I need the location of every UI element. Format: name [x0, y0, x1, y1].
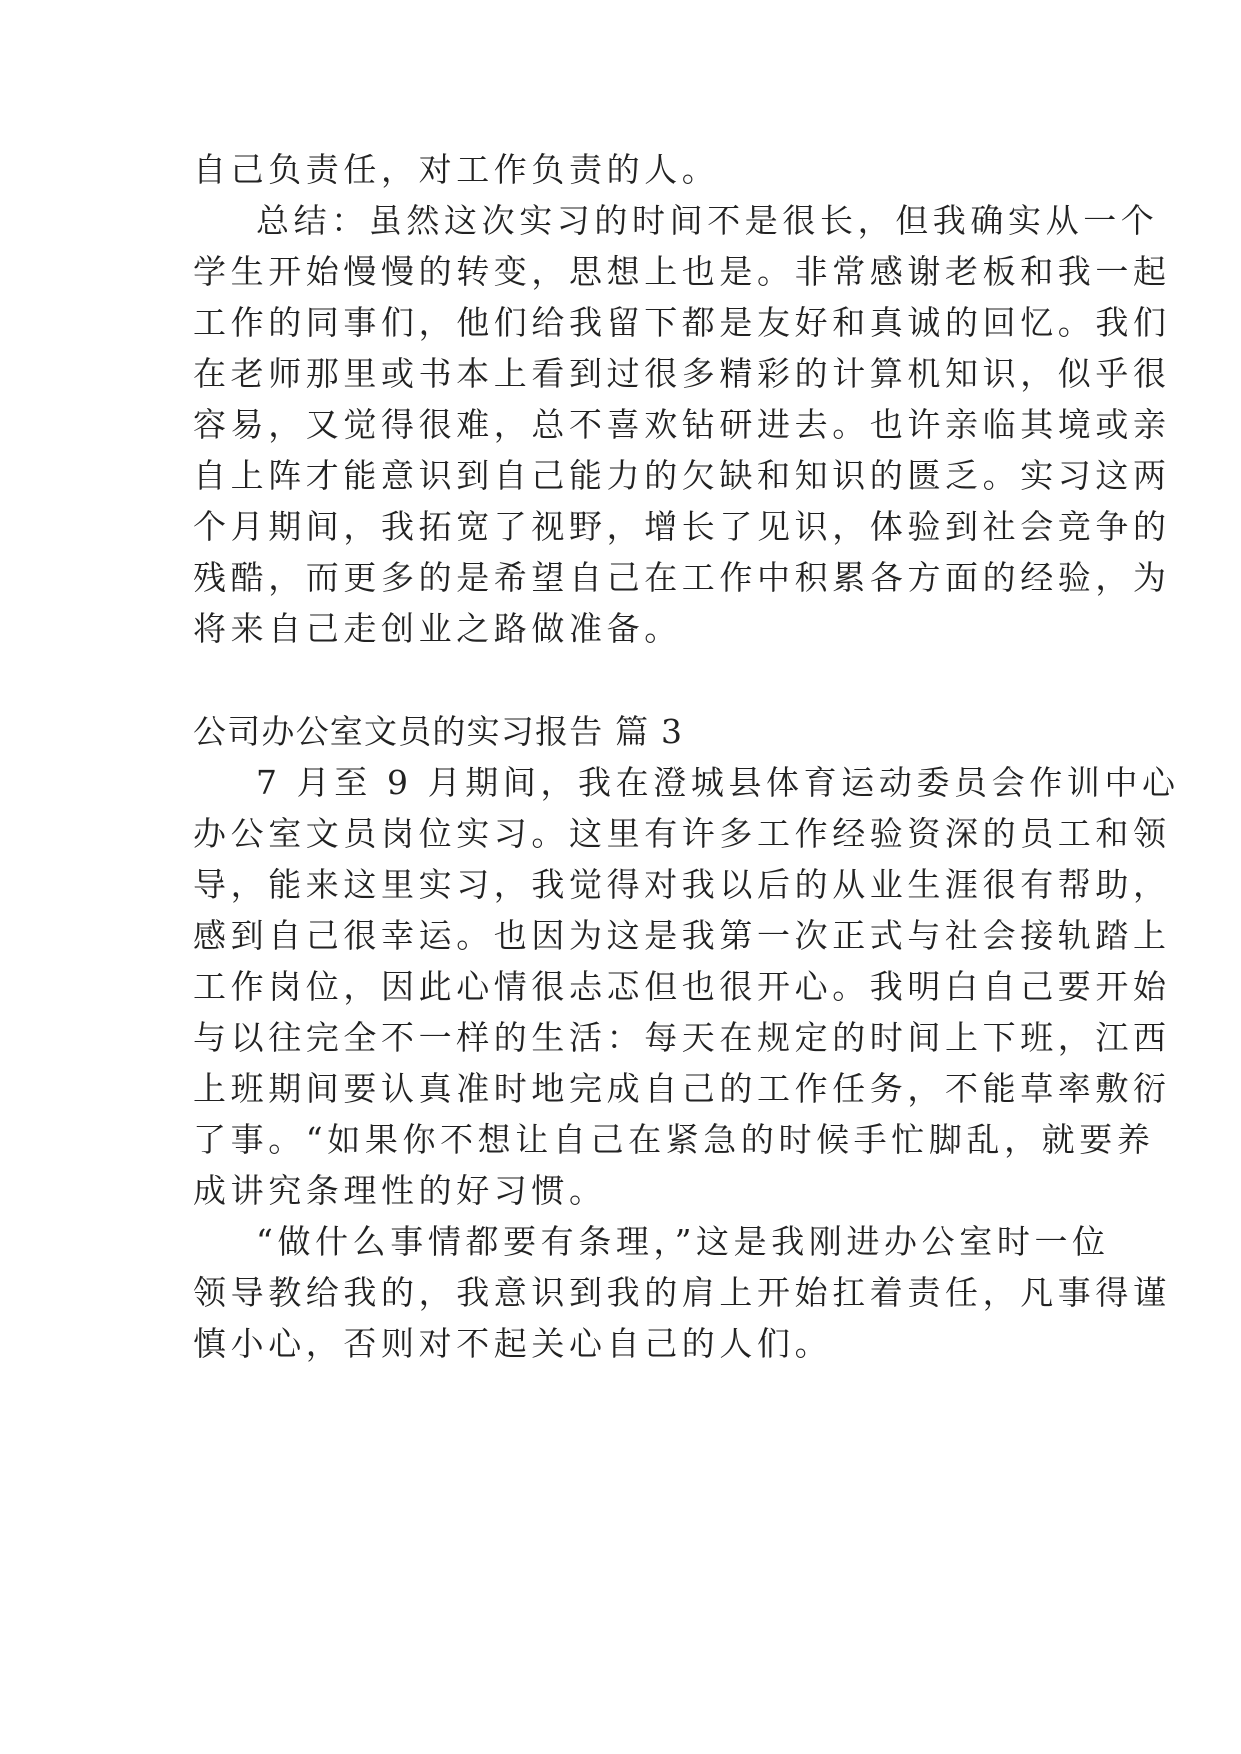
- paragraph-line: 容易，又觉得很难，总不喜欢钻研进去。也许亲临其境或亲: [193, 405, 1171, 444]
- paragraph-line: 与以往完全不一样的生活：每天在规定的时间上下班，江西: [193, 1018, 1171, 1057]
- paragraph-first-line: 7 月至 9 月期间，我在澄城县体育运动委员会作训中心: [256, 763, 1180, 802]
- paragraph-line: 工作的同事们，他们给我留下都是友好和真诚的回忆。我们: [193, 303, 1171, 342]
- paragraph-first-line: “做什么事情都要有条理，”这是我刚进办公室时一位: [256, 1222, 1110, 1261]
- paragraph-line: 自己负责任，对工作负责的人。: [193, 150, 720, 189]
- paragraph-line: 将来自己走创业之路做准备。: [193, 609, 682, 648]
- paragraph-line: 感到自己很幸运。也因为这是我第一次正式与社会接轨踏上: [193, 916, 1171, 955]
- section-heading: 公司办公室文员的实习报告 篇 3: [193, 712, 684, 751]
- paragraph-line: 残酷，而更多的是希望自己在工作中积累各方面的经验，为: [193, 558, 1171, 597]
- paragraph-line: 了事。“如果你不想让自己在紧急的时候手忙脚乱，就要养: [193, 1120, 1155, 1159]
- paragraph-line: 导，能来这里实习，我觉得对我以后的从业生涯很有帮助，: [193, 865, 1171, 904]
- paragraph-line: 在老师那里或书本上看到过很多精彩的计算机知识，似乎很: [193, 354, 1171, 393]
- paragraph-line: 自上阵才能意识到自己能力的欠缺和知识的匮乏。实习这两: [193, 456, 1171, 495]
- summary-paragraph-first-line: 总结：虽然这次实习的时间不是很长，但我确实从一个: [256, 201, 1159, 240]
- paragraph-line: 领导教给我的，我意识到我的肩上开始扛着责任，凡事得谨: [193, 1273, 1171, 1312]
- paragraph-line: 办公室文员岗位实习。这里有许多工作经验资深的员工和领: [193, 814, 1171, 853]
- paragraph-line: 慎小心，否则对不起关心自己的人们。: [193, 1324, 833, 1363]
- paragraph-line: 上班期间要认真准时地完成自己的工作任务，不能草率敷衍: [193, 1069, 1171, 1108]
- paragraph-line: 成讲究条理性的好习惯。: [193, 1171, 607, 1210]
- paragraph-line: 学生开始慢慢的转变，思想上也是。非常感谢老板和我一起: [193, 252, 1171, 291]
- paragraph-line: 工作岗位，因此心情很忐忑但也很开心。我明白自己要开始: [193, 967, 1171, 1006]
- paragraph-line: 个月期间，我拓宽了视野，增长了见识，体验到社会竞争的: [193, 507, 1171, 546]
